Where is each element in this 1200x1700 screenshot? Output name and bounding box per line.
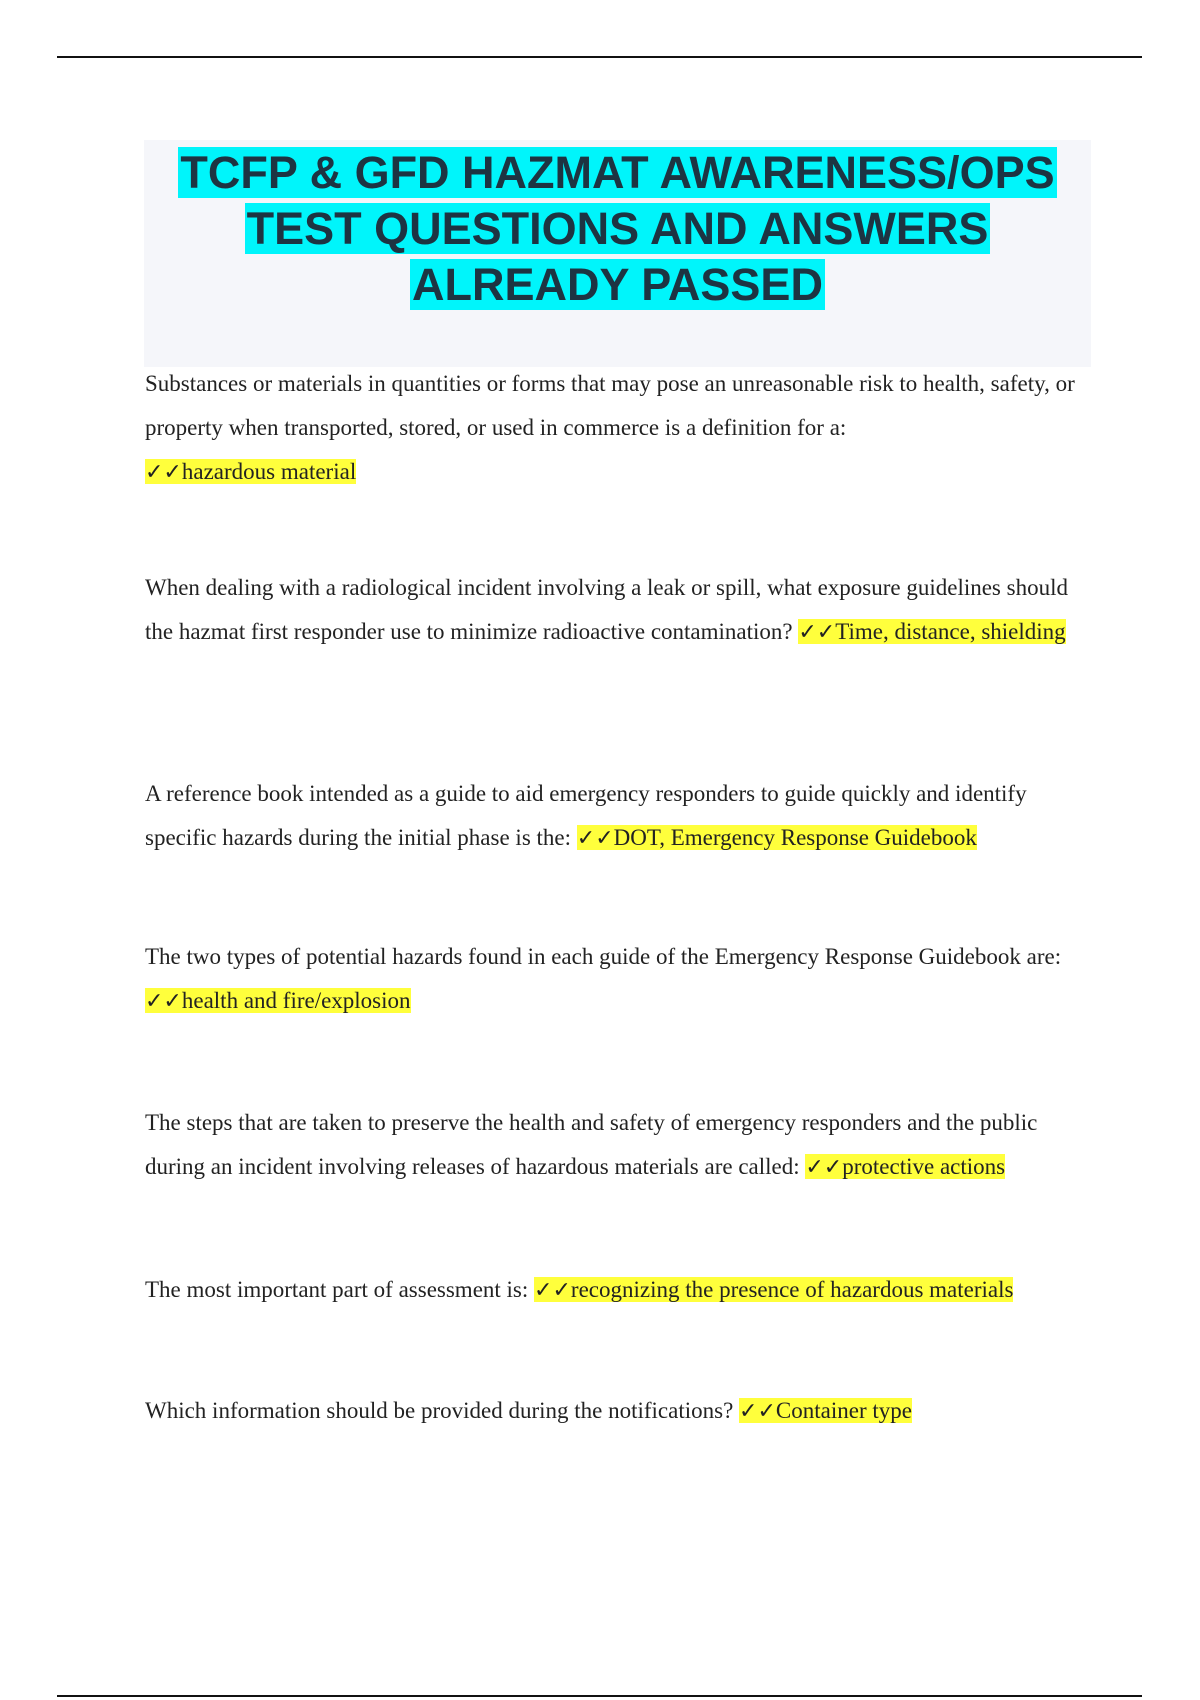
check-icon: ✓✓ [145, 989, 182, 1014]
answer-highlight [145, 459, 356, 484]
question-text: The two types of potential hazards found in each guide of the Emergency Response Guidebook are: [145, 944, 1062, 969]
check-icon: ✓✓ [534, 1278, 571, 1303]
answer-text: Time, distance, shielding [835, 619, 1066, 644]
qa-item-4 [145, 935, 1090, 1024]
answer-highlight [534, 1277, 1013, 1302]
qa-item-3 [145, 772, 1090, 861]
check-icon: ✓✓ [739, 1399, 776, 1424]
answer-highlight [805, 1154, 1005, 1179]
title-line-3: ALREADY PASSED [412, 259, 823, 310]
title-line-1: TCFP & GFD HAZMAT AWARENESS/OPS [180, 147, 1055, 198]
qa-item-2 [145, 566, 1090, 655]
answer-highlight [577, 825, 977, 850]
answer-text: protective actions [842, 1154, 1006, 1179]
answer-highlight [798, 619, 1065, 644]
answer-text: recognizing the presence of hazardous materials [570, 1277, 1014, 1302]
answer-highlight [145, 988, 411, 1013]
bottom-rule [57, 1695, 1142, 1697]
question-text: A reference book intended as a guide to aid emergency responders to guide quickly and identify specific hazards during the initial phase is the: [145, 781, 1027, 850]
check-icon: ✓✓ [576, 826, 614, 851]
answer-text: Container type [775, 1398, 912, 1423]
question-text: When dealing with a radiological incident involving a leak or spill, what exposure guidelines should the hazmat first responder use to minimize radioactive contamination? [145, 575, 1068, 644]
check-icon: ✓✓ [805, 1155, 843, 1180]
answer-text: health and fire/explosion [181, 988, 411, 1013]
answer-highlight [739, 1398, 912, 1423]
question-text: Substances or materials in quantities or forms that may pose an unreasonable risk to health, safety, or property when transported, stored, or used in commerce is a definition for a: [145, 371, 1075, 440]
question-text: The most important part of assessment is: [145, 1277, 529, 1302]
qa-item-1 [145, 362, 1090, 495]
answer-text: DOT, Emergency Response Guidebook [613, 825, 977, 850]
question-text: The steps that are taken to preserve the health and safety of emergency responders and the public during an incident involving releases of hazardous materials are called: [145, 1110, 1038, 1179]
question-text: Which information should be provided during the notifications? [145, 1398, 734, 1423]
check-icon: ✓✓ [798, 620, 836, 645]
title-line-2: TEST QUESTIONS AND ANSWERS [246, 203, 989, 254]
qa-item-6 [145, 1268, 1090, 1313]
qa-item-5 [145, 1101, 1090, 1190]
answer-text: hazardous material [181, 459, 357, 484]
qa-item-7 [145, 1389, 1090, 1434]
document-title [144, 140, 1091, 367]
check-icon: ✓✓ [145, 460, 182, 485]
top-rule [57, 56, 1142, 58]
